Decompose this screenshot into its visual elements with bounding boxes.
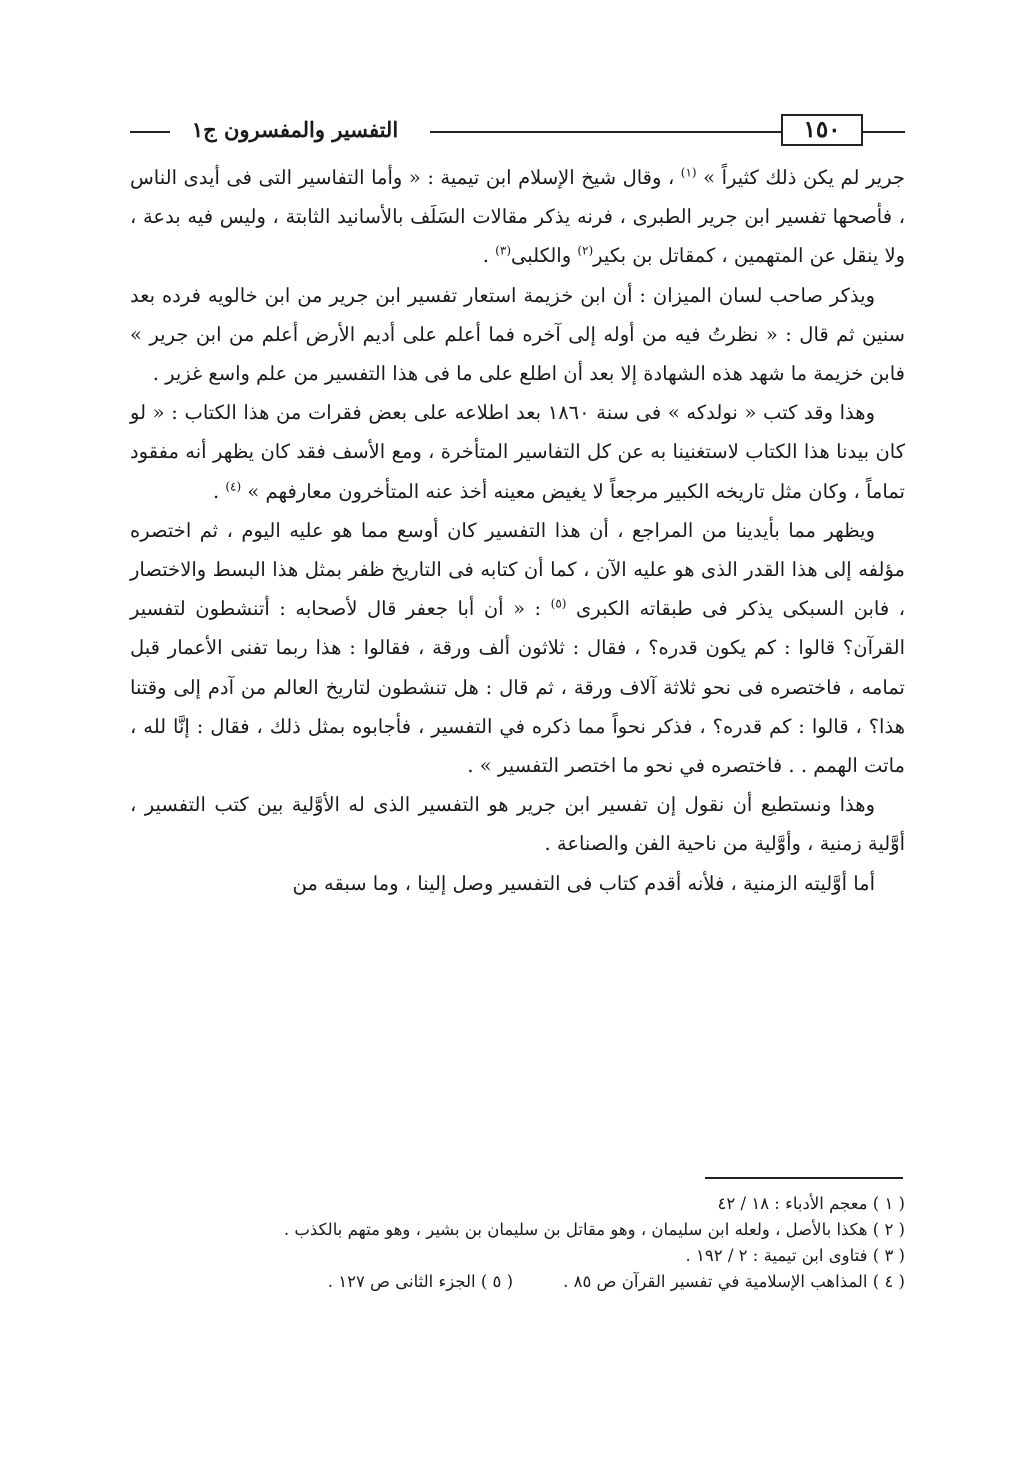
paragraph-text: أما أوَّليته الزمنية ، فلأنه أقدم كتاب فى التفسير وصل إلينا ، وما سبقه من <box>292 871 875 895</box>
page-header <box>130 112 905 156</box>
paragraph-text: . <box>212 479 226 503</box>
footnote-ref: (١) <box>680 165 697 180</box>
footnote-4: ( ٤ ) المذاهب الإسلامية في تفسير القرآن ص ٨٥ . <box>563 1272 905 1291</box>
footnote-ref: (٣) <box>495 243 511 258</box>
footnote-ref: (٤) <box>225 479 242 494</box>
footnotes <box>130 1191 905 1295</box>
header-rule-middle <box>430 131 781 133</box>
paragraph-text: وهذا ونستطيع أن نقول إن تفسير ابن جرير هو التفسير الذى له الأوَّلية بين كتب التفسير ، أوَّلية زمنية ، وأوَّلية من ناحية الفن والصناعة . <box>130 793 905 856</box>
footnote-5: ( ٥ ) الجزء الثانى ص ١٢٧ . <box>327 1272 514 1291</box>
body-text <box>130 158 905 903</box>
header-rule-left <box>130 131 170 133</box>
paragraph-text: : « أن أبا جعفر قال لأصحابه : أتنشطون لتفسير القرآن؟ قالوا : كم يكون قدره؟ ، فقال : ثلاثون ألف ورقة ، فقالوا : هذا ربما تفنى الأعمار قبل تمامه ، فاختصره فى نحو ثلاثة آلاف ورقة ، ثم قال : هل تنشطون لتاريخ العالم من آدم إلى وقتنا هذا؟ ، قالوا : كم قدره؟ ، فذكر نحواً مما ذكره في التفسير ، فأجابوه بمثل ذلك ، فقال : إنَّا لله ، ماتت الهمم . . فاختصره في نحو ما اختصر التفسير » . <box>130 597 905 778</box>
paragraph <box>130 864 905 903</box>
running-title: التفسير والمفسرون ج١ <box>191 117 399 142</box>
footnote-ref: (٢) <box>577 243 594 258</box>
paragraph-text: . <box>482 244 496 268</box>
paragraph <box>130 511 905 785</box>
footnote-1: ( ١ ) معجم الأدباء : ١٨ / ٤٢ <box>717 1194 905 1213</box>
paragraph-text: ويذكر صاحب لسان الميزان : أن ابن خزيمة استعار تفسير ابن جرير من ابن خالويه فرده بعد سنين ثم قال : « نظرتُ فيه من أوله إلى آخره فما أعلم على أديم الأرض أعلم من ابن جرير » فابن خزيمة ما شهد هذه الشهادة إلا بعد أن اطلع على ما فى هذا التفسير من علم واسع غزير . <box>130 283 905 386</box>
footnote-ref: (٥) <box>550 596 567 611</box>
paragraph <box>130 393 905 511</box>
paragraph-text: ويظهر مما بأيدينا من المراجع ، أن هذا التفسير كان أوسع مما هو عليه اليوم ، ثم اختصره مؤلفه إلى هذا القدر الذى هو عليه الآن ، كما أن كتابه فى التاريخ ظفر بمثل هذا البسط والاختصار ، فابن السبكى يذكر فى طبقاته الكبرى <box>130 518 905 621</box>
paragraph <box>130 276 905 394</box>
paragraph <box>130 158 905 276</box>
page-number: ١٥٠ <box>781 114 863 146</box>
paragraph-text: وهذا وقد كتب « نولدكه » فى سنة ١٨٦٠ بعد اطلاعه على بعض فقرات من هذا الكتاب : « لو كان بيدنا هذا الكتاب لاستغنينا به عن كل التفاسير المتأخرة ، ومع الأسف فقد كان يظهر أنه مفقود تماماً ، وكان مثل تاريخه الكبير مرجعاً لا يغيض معينه أخذ عنه المتأخرون معارفهم » <box>130 401 905 503</box>
paragraph <box>130 785 905 863</box>
footnote-separator <box>705 1177 903 1179</box>
header-rule-right <box>863 131 905 133</box>
paragraph-text: ، وقال شيخ الإسلام ابن تيمية : « وأما التفاسير التى فى أيدى الناس ، فأصحها تفسير ابن جرير الطبرى ، فرنه يذكر مقالات السَلَف بالأسانيد الثابتة ، وليس فيه بدعة ، ولا ينقل عن المتهمين ، كمقاتل بن بكير <box>130 166 905 268</box>
paragraph-text: والكلبى <box>511 244 578 268</box>
footnote-2: ( ٢ ) هكذا بالأصل ، ولعله ابن سليمان ، وهو مقاتل بن سليمان بن بشير ، وهو متهم بالكذب . <box>283 1220 905 1239</box>
footnote-3: ( ٣ ) فتاوى ابن تيمية : ٢ / ١٩٢ . <box>685 1246 905 1265</box>
paragraph-text: جرير لم يكن ذلك كثيراً » <box>696 166 905 189</box>
